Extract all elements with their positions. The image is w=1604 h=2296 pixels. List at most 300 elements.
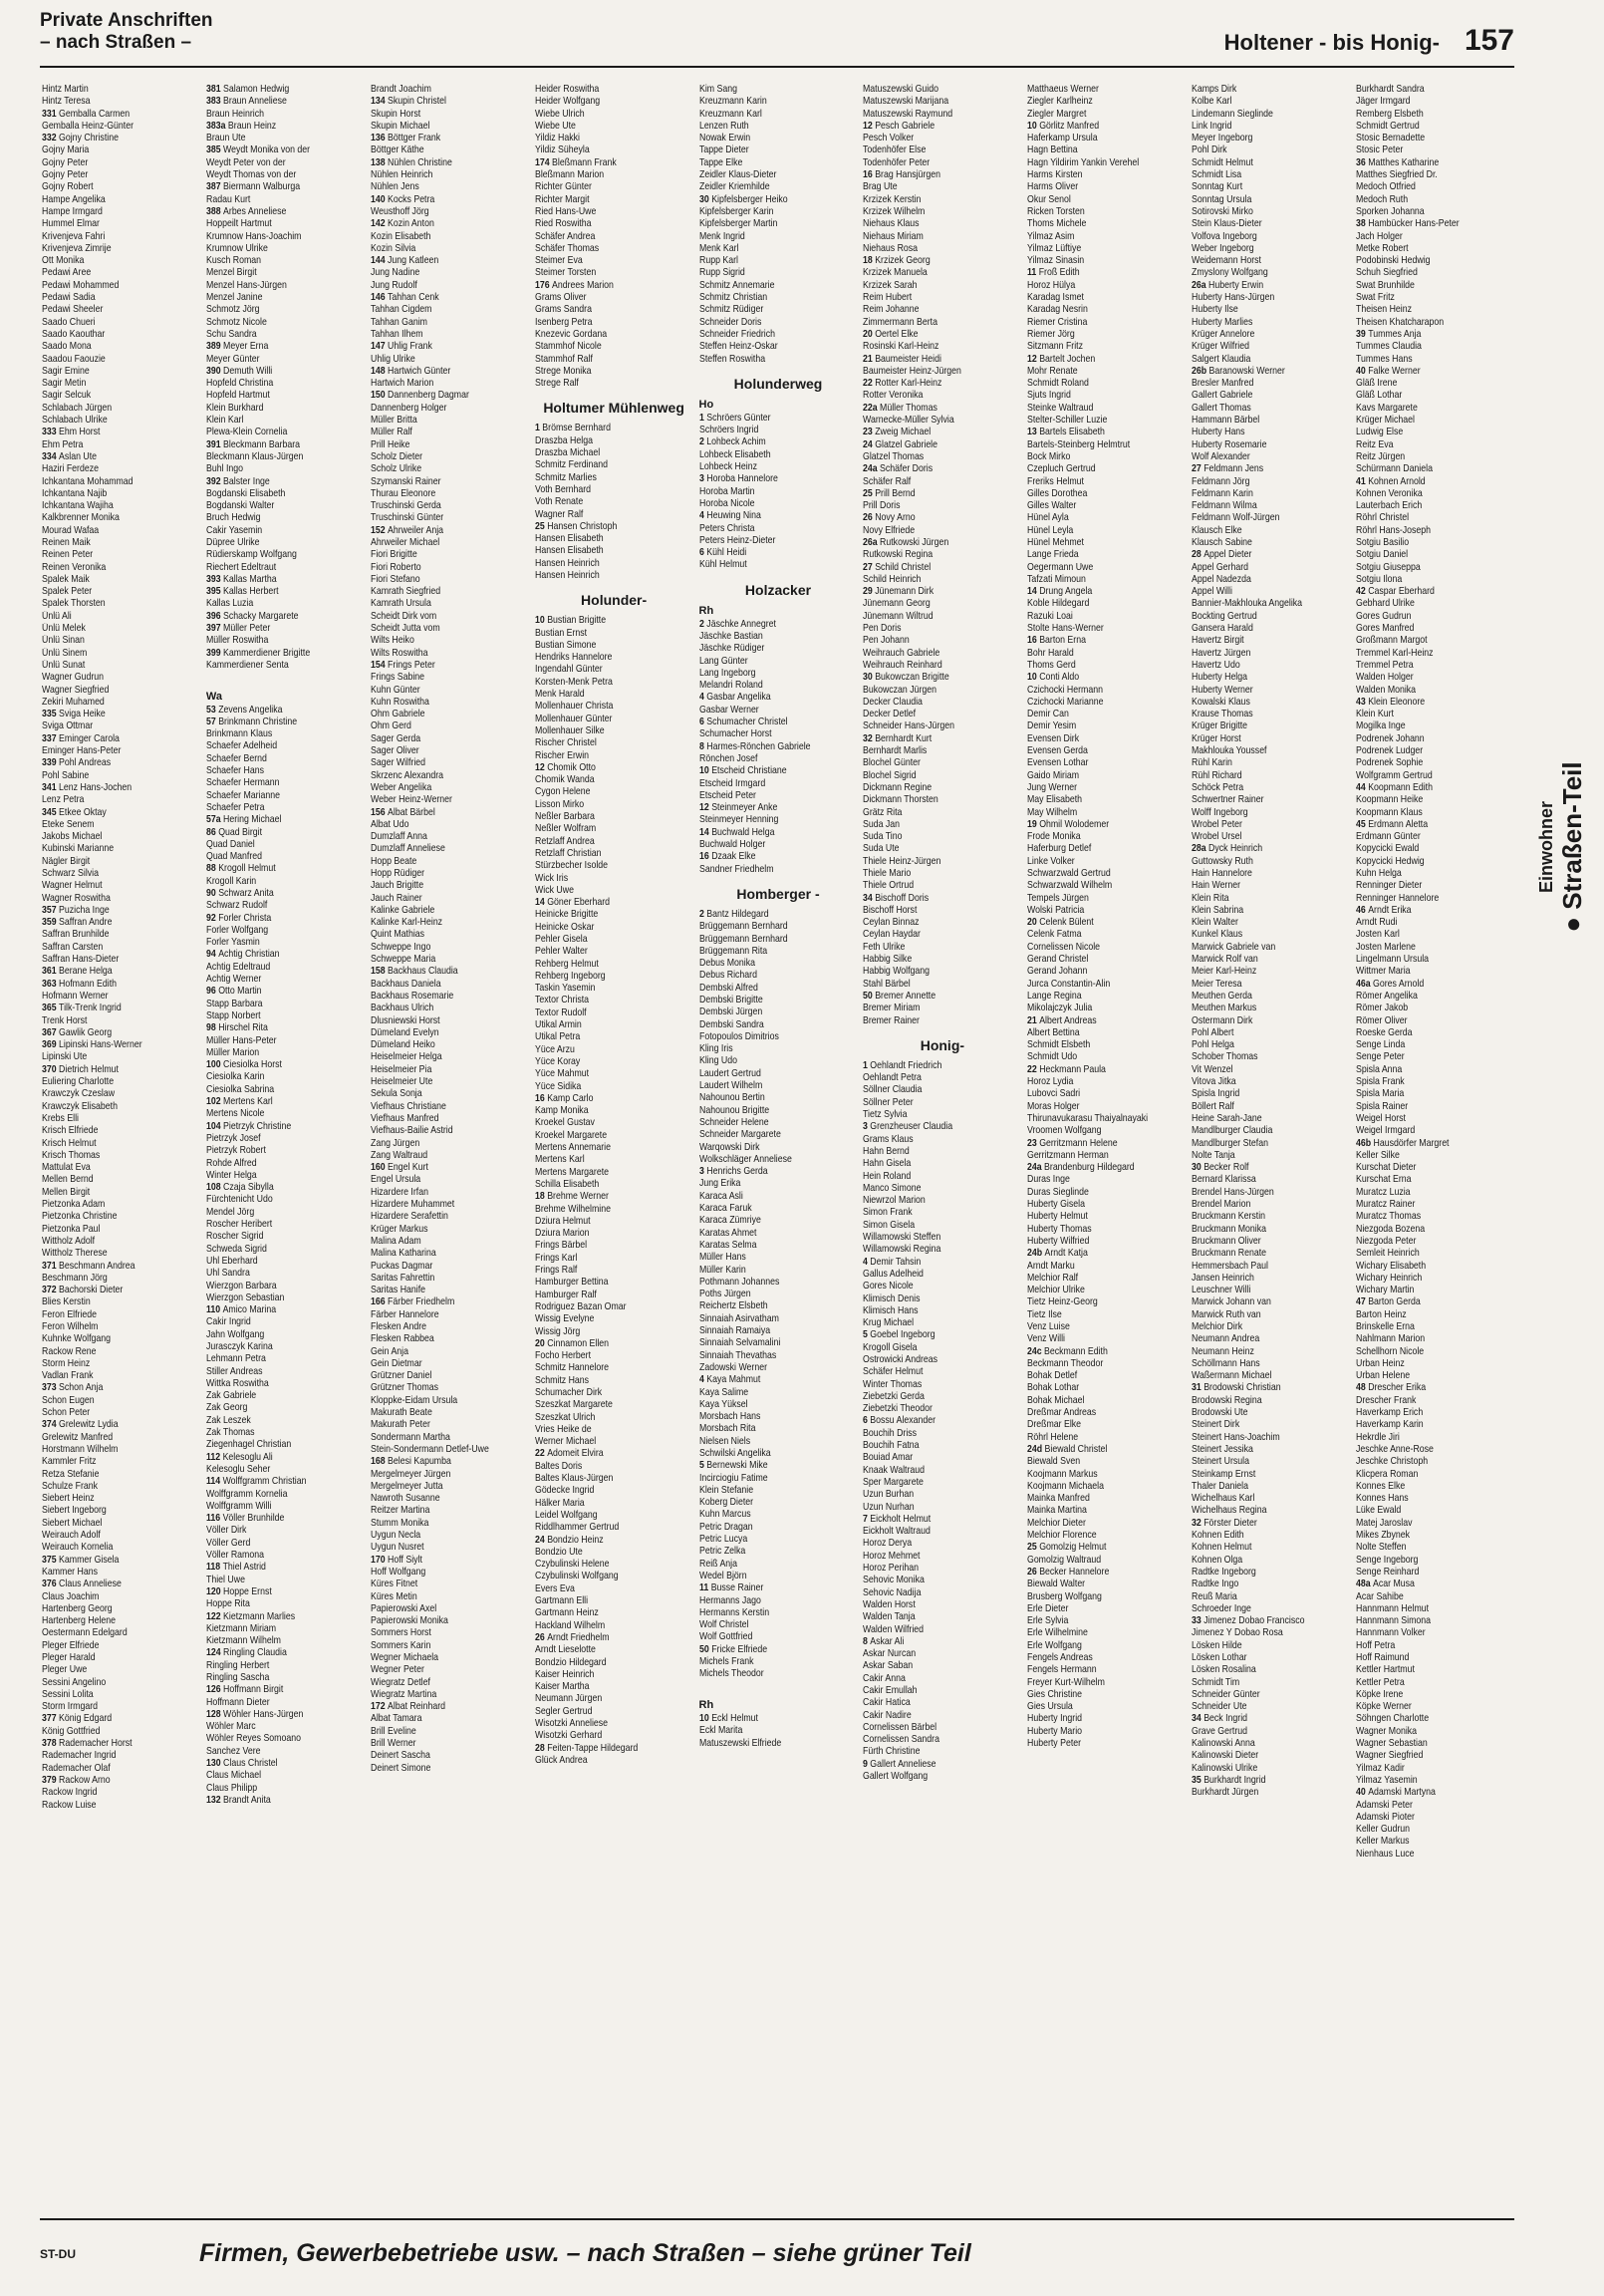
- resident-entry: Klein Rita: [1192, 892, 1229, 904]
- resident-entry: Lohbeck Elisabeth: [698, 448, 771, 460]
- resident-entry: Makurath Peter: [370, 1419, 430, 1431]
- resident-entry: Schumacher Dirk: [534, 1386, 602, 1398]
- resident-entry: Walden Tanja: [863, 1611, 917, 1623]
- resident-entry: Pohl Albert: [1192, 1026, 1234, 1038]
- resident-entry: Gojny Robert: [42, 181, 94, 193]
- resident-entry: 24d Biewald Christel: [1027, 1443, 1108, 1455]
- resident-entry: Incirciogiu Fatime: [698, 1472, 768, 1484]
- resident-entry: Radtke Ingeborg: [1192, 1566, 1257, 1578]
- resident-entry: Schlabach Jürgen: [42, 402, 113, 414]
- resident-entry: Horoz Perihan: [863, 1563, 920, 1575]
- resident-entry: Jäschke Bastian: [698, 630, 763, 642]
- resident-entry: Niehaus Klaus: [863, 218, 920, 230]
- resident-entry: Müller Marion: [205, 1046, 259, 1058]
- resident-entry: Ziegler Karlheinz: [1027, 96, 1094, 108]
- resident-entry: Brodowski Regina: [1192, 1394, 1262, 1406]
- resident-entry: Uhl Eberhard: [205, 1255, 258, 1267]
- resident-entry: Huberty Ingrid: [1027, 1713, 1083, 1725]
- resident-entry: Venz Luise: [1027, 1320, 1071, 1332]
- resident-entry: Freriks Helmut: [1027, 475, 1085, 487]
- resident-entry: Renninger Hannelore: [1356, 892, 1440, 904]
- resident-entry: Kreuzmann Karin: [698, 96, 767, 108]
- resident-entry: Schmitz Marlies: [534, 471, 597, 483]
- resident-entry: Forler Wolfgang: [205, 924, 269, 936]
- resident-entry: Huberty Mario: [1027, 1725, 1083, 1737]
- resident-entry: Reuß Maria: [1192, 1590, 1237, 1602]
- resident-entry: Hahn Bernd: [863, 1145, 911, 1157]
- resident-entry: Ciesiolka Karin: [205, 1071, 265, 1083]
- resident-entry: Menk Ingrid: [698, 230, 745, 242]
- resident-entry: Mogilka Inge: [1356, 720, 1406, 732]
- resident-entry: 48 Drescher Erika: [1356, 1382, 1427, 1394]
- resident-entry: 156 Albat Bärbel: [370, 806, 435, 818]
- resident-entry: Schmidt Elsbeth: [1027, 1039, 1091, 1051]
- resident-entry: Wegner Peter: [370, 1664, 424, 1676]
- resident-entry: Thoms Gerd: [1027, 659, 1077, 671]
- resident-entry: 16 Kamp Carlo: [534, 1092, 594, 1104]
- resident-entry: Schmitz Hans: [534, 1374, 589, 1386]
- resident-entry: Karatas Selma: [698, 1239, 757, 1251]
- resident-entry: Krüger Annelore: [1192, 328, 1255, 340]
- resident-entry: Schneider Margarete: [698, 1129, 781, 1141]
- resident-entry: Kohnen Helmut: [1192, 1542, 1252, 1554]
- resident-entry: Menzel Janine: [205, 292, 263, 304]
- resident-entry: Hampe Irmgard: [42, 205, 103, 217]
- footer-rule: [40, 2218, 1514, 2220]
- resident-entry: Winter Helga: [205, 1169, 257, 1181]
- resident-entry: Sehovic Monika: [863, 1575, 926, 1586]
- resident-entry: Melchior Ralf: [1027, 1272, 1079, 1284]
- resident-entry: Kipfelsberger Karin: [698, 205, 774, 217]
- resident-entry: 383 Braun Anneliese: [205, 96, 287, 108]
- resident-entry: Hoff Petra: [1356, 1639, 1396, 1651]
- resident-entry: Evers Eva: [534, 1582, 575, 1594]
- resident-entry: Riddlhammer Gertrud: [534, 1522, 619, 1534]
- resident-entry: Gein Dietmar: [370, 1357, 422, 1369]
- resident-entry: 8 Askar Ali: [863, 1635, 905, 1647]
- resident-entry: Hannmann Helmut: [1356, 1602, 1430, 1614]
- resident-entry: 4 Gasbar Angelika: [698, 692, 771, 704]
- resident-entry: Theisen Khatcharapon: [1356, 316, 1445, 328]
- resident-entry: Morsbach Hans: [698, 1411, 760, 1423]
- resident-entry: Spisla Frank: [1356, 1076, 1405, 1088]
- resident-entry: Krivenjeva Zimrije: [42, 242, 112, 254]
- resident-entry: Sessini Angelino: [42, 1676, 107, 1688]
- resident-entry: Schon Peter: [42, 1407, 91, 1419]
- resident-entry: Mohr Renate: [1027, 365, 1078, 377]
- resident-entry: Steffen Heinz-Oskar: [698, 341, 778, 353]
- resident-entry: Haziri Ferdeze: [42, 463, 99, 475]
- resident-entry: Morsbach Rita: [698, 1423, 756, 1435]
- resident-entry: Marwick Ruth van: [1192, 1308, 1261, 1320]
- resident-entry: Mellen Birgit: [42, 1186, 91, 1198]
- resident-entry: Steinmeyer Henning: [698, 814, 778, 826]
- resident-entry: Bremer Rainer: [863, 1014, 921, 1026]
- resident-entry: Steinert Jessika: [1192, 1443, 1254, 1455]
- resident-entry: Meuthen Gerda: [1192, 990, 1253, 1002]
- resident-entry: Bohr Harald: [1027, 647, 1075, 659]
- resident-entry: Hain Werner: [1192, 880, 1241, 892]
- resident-entry: Huberty Ilse: [1192, 304, 1238, 316]
- resident-entry: 333 Ehm Horst: [42, 427, 101, 438]
- resident-entry: 370 Dietrich Helmut: [42, 1063, 119, 1075]
- resident-entry: Stolte Hans-Werner: [1027, 623, 1105, 635]
- resident-entry: Bleßmann Marion: [534, 169, 604, 181]
- resident-entry: Waßermann Michael: [1192, 1370, 1272, 1382]
- resident-entry: 28 Feiten-Tappe Hildegard: [534, 1742, 638, 1754]
- side-label-small: Einwohner: [1536, 801, 1556, 894]
- resident-entry: 32 Förster Dieter: [1192, 1517, 1257, 1529]
- resident-entry: 30 Bukowczan Brigitte: [863, 672, 950, 684]
- resident-entry: Michels Theodor: [698, 1668, 764, 1680]
- resident-entry: 147 Uhlig Frank: [370, 341, 432, 353]
- resident-entry: 337 Eminger Carola: [42, 732, 120, 744]
- resident-entry: Quint Mathias: [370, 929, 424, 941]
- resident-entry: Tahhan Cigdem: [370, 304, 432, 316]
- resident-entry: Ichkantana Wajiha: [42, 500, 114, 512]
- directory-column: [1356, 84, 1514, 2206]
- resident-entry: 112 Kelesoglu Ali: [205, 1451, 273, 1463]
- resident-entry: Hermanns Kerstin: [698, 1606, 769, 1618]
- resident-entry: Reitz Jürgen: [1356, 450, 1406, 462]
- resident-entry: Wagner Roswitha: [42, 892, 111, 904]
- resident-entry: Tahhan Ilhem: [370, 328, 423, 340]
- resident-entry: Kozin Elisabeth: [370, 230, 431, 242]
- resident-entry: Etscheid Irmgard: [698, 777, 765, 789]
- resident-entry: 12 Chomik Otto: [534, 761, 596, 773]
- resident-entry: Wisotzki Gerhard: [534, 1730, 602, 1742]
- resident-entry: Adamski Peter: [1356, 1799, 1414, 1811]
- resident-entry: Frings Bärbel: [534, 1240, 587, 1252]
- resident-entry: Sagir Emine: [42, 365, 90, 377]
- resident-entry: Schmidt Roland: [1027, 378, 1090, 390]
- resident-entry: Kaiser Martha: [534, 1681, 590, 1693]
- resident-entry: Lange Frieda: [1027, 549, 1079, 561]
- resident-entry: Grützner Thomas: [370, 1382, 438, 1394]
- resident-entry: Truschinski Günter: [370, 512, 443, 524]
- resident-entry: 104 Pietrzyk Christine: [205, 1120, 292, 1132]
- resident-entry: 392 Balster Inge: [205, 475, 270, 487]
- resident-entry: 365 Tilk-Trenk Ingrid: [42, 1003, 122, 1014]
- resident-entry: 339 Pohl Andreas: [42, 757, 112, 769]
- resident-entry: Appel Willi: [1192, 586, 1233, 598]
- resident-entry: Hopfeld Christina: [205, 378, 274, 390]
- resident-entry: Krawczyk Elisabeth: [42, 1100, 118, 1112]
- resident-entry: Bartels-Steinberg Helmtrut: [1027, 438, 1131, 450]
- resident-entry: Saritas Hanife: [370, 1285, 425, 1296]
- resident-entry: Fiori Roberto: [370, 561, 421, 573]
- resident-entry: Uzun Nurhan: [863, 1501, 916, 1513]
- resident-entry: Schaefer Hermann: [205, 777, 280, 789]
- resident-entry: Medoch Otfried: [1356, 181, 1417, 193]
- resident-entry: Kalkbrenner Monika: [42, 512, 120, 524]
- resident-entry: Cakir Yasemin: [205, 524, 263, 536]
- resident-entry: Krause Thomas: [1192, 709, 1253, 720]
- resident-entry: 146 Tahhan Cenk: [370, 292, 439, 304]
- resident-entry: Leuschner Willi: [1192, 1285, 1251, 1296]
- resident-entry: Rosinski Karl-Heinz: [863, 341, 939, 353]
- district-code: Wa: [205, 690, 222, 703]
- resident-entry: Dziura Helmut: [534, 1215, 591, 1227]
- resident-entry: Wilts Roswitha: [370, 647, 428, 659]
- resident-entry: Nienhaus Luce: [1356, 1848, 1415, 1860]
- resident-entry: 130 Claus Christel: [205, 1758, 278, 1770]
- resident-entry: Quad Manfred: [205, 851, 262, 863]
- resident-entry: Kalinowski Ulrike: [1192, 1762, 1258, 1774]
- resident-entry: Mertens Karl: [534, 1154, 585, 1166]
- resident-entry: Sonntag Kurt: [1192, 181, 1243, 193]
- resident-entry: 26 Becker Hannelore: [1027, 1566, 1110, 1578]
- resident-entry: Niezgoda Bozena: [1356, 1223, 1426, 1235]
- side-label: [1536, 718, 1596, 977]
- resident-entry: Todenhöfer Else: [863, 144, 927, 156]
- resident-entry: Neumann Andrea: [1192, 1333, 1260, 1345]
- resident-entry: Färber Hannelore: [370, 1308, 439, 1320]
- side-label-big: ● Straßen-Teil: [1557, 761, 1587, 933]
- resident-entry: Appel Nadezda: [1192, 573, 1252, 585]
- resident-entry: Flesken Andre: [370, 1320, 426, 1332]
- resident-entry: Nühlen Jens: [370, 181, 419, 193]
- resident-entry: Söllner Peter: [863, 1096, 915, 1108]
- resident-entry: Linke Volker: [1027, 855, 1076, 867]
- resident-entry: Thurau Eleonore: [370, 487, 436, 499]
- resident-entry: 26b Baranowski Werner: [1192, 365, 1286, 377]
- resident-entry: Matthaeus Werner: [1027, 84, 1100, 95]
- resident-entry: Koberg Dieter: [698, 1497, 753, 1509]
- resident-entry: Pietzonka Paul: [42, 1223, 101, 1235]
- resident-entry: Draszba Michael: [534, 447, 600, 459]
- resident-entry: Hamburger Ralf: [534, 1289, 597, 1300]
- resident-entry: König Gottfried: [42, 1725, 101, 1737]
- resident-entry: Spisla Maria: [1356, 1088, 1405, 1100]
- resident-entry: Römer Oliver: [1356, 1014, 1408, 1026]
- resident-entry: Müller Hans: [698, 1252, 746, 1264]
- resident-entry: Kettler Hartmut: [1356, 1664, 1416, 1676]
- resident-entry: 46a Gores Arnold: [1356, 978, 1425, 990]
- resident-entry: Keller Silke: [1356, 1149, 1400, 1161]
- resident-entry: Sondermann Martha: [370, 1431, 450, 1443]
- resident-entry: Askar Nurcan: [863, 1648, 917, 1660]
- resident-entry: Krzizek Sarah: [863, 279, 918, 291]
- resident-entry: 28 Appel Dieter: [1192, 549, 1252, 561]
- resident-entry: Jahn Wolfgang: [205, 1328, 265, 1340]
- resident-entry: 331 Gemballa Carmen: [42, 108, 131, 120]
- resident-entry: Bondzio Hildegard: [534, 1656, 607, 1668]
- resident-entry: Blies Kerstin: [42, 1296, 91, 1308]
- resident-entry: Wiegratz Detlef: [370, 1676, 430, 1688]
- resident-entry: Vitova Jitka: [1192, 1076, 1236, 1088]
- resident-entry: Neßler Wolfram: [534, 823, 596, 835]
- resident-entry: Schaefer Hans: [205, 765, 264, 777]
- resident-entry: Pehler Walter: [534, 946, 588, 958]
- resident-entry: Meyer Günter: [205, 353, 260, 365]
- resident-entry: Rühl Karin: [1192, 757, 1233, 769]
- resident-entry: Pesch Volker: [863, 133, 915, 144]
- resident-entry: Wagner Siegfried: [1356, 1750, 1424, 1762]
- resident-entry: Matthes Siegfried Dr.: [1356, 169, 1438, 181]
- resident-entry: Klimisch Denis: [863, 1292, 921, 1304]
- resident-entry: Schneider Friedrich: [698, 328, 775, 340]
- resident-entry: Heider Wolfgang: [534, 96, 600, 108]
- resident-entry: Vroomen Wolfgang: [1027, 1125, 1102, 1137]
- resident-entry: Peters Christa: [698, 522, 755, 534]
- resident-entry: Scholz Dieter: [370, 450, 422, 462]
- resident-entry: Feron Elfriede: [42, 1308, 98, 1320]
- resident-entry: Saado Kaouthar: [42, 328, 106, 340]
- resident-entry: 3 Grenzheuser Claudia: [863, 1121, 953, 1133]
- resident-entry: Dannenberg Holger: [370, 402, 447, 414]
- resident-entry: Steinert Hans-Joachim: [1192, 1431, 1280, 1443]
- resident-entry: Pohl Dirk: [1192, 144, 1227, 156]
- resident-entry: Rupp Sigrid: [698, 267, 745, 279]
- resident-entry: Sanchez Vere: [205, 1745, 261, 1757]
- resident-entry: Gores Nicole: [863, 1281, 915, 1292]
- resident-entry: Strege Ralf: [534, 378, 579, 390]
- directory-column: [1192, 84, 1350, 2206]
- resident-entry: Sager Wilfried: [370, 757, 425, 769]
- resident-entry: Chomik Wanda: [534, 774, 595, 786]
- resident-entry: Hein Roland: [863, 1170, 912, 1182]
- resident-entry: Schürmann Daniela: [1356, 463, 1434, 475]
- resident-entry: 16 Dzaak Elke: [698, 851, 756, 863]
- resident-entry: Gansera Harald: [1192, 623, 1254, 635]
- resident-entry: Dembski Sandra: [698, 1018, 764, 1030]
- resident-entry: 152 Ahrweiler Anja: [370, 524, 443, 536]
- resident-entry: Jünemann Georg: [863, 598, 932, 610]
- resident-entry: Thiele Ortrud: [863, 880, 915, 892]
- resident-entry: Wichelhaus Karl: [1192, 1493, 1255, 1505]
- resident-entry: Wichary Heinrich: [1356, 1272, 1423, 1284]
- resident-entry: 158 Backhaus Claudia: [370, 966, 458, 978]
- resident-entry: 2 Bantz Hildegard: [698, 908, 769, 920]
- resident-entry: Saadou Faouzie: [42, 353, 106, 365]
- resident-entry: 10 Bustian Brigitte: [534, 615, 606, 627]
- resident-entry: Uygun Nusret: [370, 1542, 424, 1554]
- resident-entry: Jäger Irmgard: [1356, 96, 1411, 108]
- resident-entry: Bouchih Driss: [863, 1427, 918, 1439]
- resident-entry: Sinnaiah Thevathas: [698, 1349, 776, 1361]
- resident-entry: Wichary Martin: [1356, 1285, 1415, 1296]
- resident-entry: Utikal Armin: [534, 1019, 582, 1031]
- resident-entry: Arndt Lieselotte: [534, 1644, 596, 1656]
- resident-entry: Zimmermann Berta: [863, 316, 938, 328]
- resident-entry: Stosic Peter: [1356, 144, 1404, 156]
- resident-entry: Heiselmeier Helga: [370, 1051, 442, 1063]
- resident-entry: Jung Rudolf: [370, 279, 417, 291]
- resident-entry: Wagner Sebastian: [1356, 1738, 1428, 1750]
- resident-entry: Volfova Ingeborg: [1192, 230, 1257, 242]
- resident-entry: Rademacher Olaf: [42, 1762, 111, 1774]
- resident-entry: Sotirovski Mirko: [1192, 205, 1254, 217]
- resident-entry: Hansen Elisabeth: [534, 533, 604, 545]
- resident-entry: Matuszewski Raymund: [863, 108, 953, 120]
- resident-entry: Stelter-Schiller Luzie: [1027, 415, 1108, 427]
- resident-entry: Sager Gerda: [370, 732, 420, 744]
- resident-entry: 21 Baumeister Heidi: [863, 353, 942, 365]
- resident-entry: Sekula Sonja: [370, 1088, 422, 1100]
- resident-entry: Lange Regina: [1027, 990, 1082, 1002]
- resident-entry: 11 Busse Rainer: [698, 1582, 763, 1594]
- resident-entry: Kopycicki Hedwig: [1356, 855, 1425, 867]
- resident-entry: Suda Jan: [863, 818, 901, 830]
- resident-entry: Schöllmann Hans: [1192, 1357, 1260, 1369]
- resident-entry: Havertz Jürgen: [1192, 647, 1251, 659]
- resident-entry: Gartmann Elli: [534, 1595, 588, 1607]
- directory-column: [863, 84, 1021, 2206]
- resident-entry: Niewrzol Marion: [863, 1195, 927, 1207]
- resident-entry: 334 Aslan Ute: [42, 450, 98, 462]
- resident-entry: Korsten-Menk Petra: [534, 676, 613, 688]
- resident-entry: Schmitz Annemarie: [698, 279, 775, 291]
- resident-entry: Havertz Udo: [1192, 659, 1240, 671]
- resident-entry: Vit Wenzel: [1192, 1063, 1233, 1075]
- directory-column: [535, 84, 693, 2206]
- resident-entry: Duras Sieglinde: [1027, 1186, 1090, 1198]
- resident-entry: Röhrl Christel: [1356, 512, 1410, 524]
- resident-entry: Rodriguez Bazan Omar: [534, 1300, 627, 1312]
- resident-entry: Wick Iris: [534, 872, 568, 884]
- resident-entry: Gaido Miriam: [1027, 769, 1080, 781]
- resident-entry: Küres Metin: [370, 1590, 417, 1602]
- resident-entry: Ünlü Sunat: [42, 659, 86, 671]
- resident-entry: Gies Ursula: [1027, 1701, 1074, 1713]
- resident-entry: Medoch Ruth: [1356, 193, 1409, 205]
- resident-entry: 45 Erdmann Aletta: [1356, 818, 1429, 830]
- resident-entry: Weirauch Adolf: [42, 1530, 101, 1542]
- resident-entry: Werner Michael: [534, 1436, 596, 1448]
- resident-entry: Klein Sabrina: [1192, 904, 1244, 916]
- street-heading: Holunderweg: [733, 375, 823, 392]
- resident-entry: Völler Dirk: [205, 1525, 247, 1537]
- resident-entry: 379 Rackow Arno: [42, 1774, 111, 1786]
- resident-entry: Brüggemann Rita: [698, 945, 767, 957]
- resident-entry: Frings Ralf: [534, 1265, 578, 1277]
- resident-entry: Baltes Doris: [534, 1460, 582, 1472]
- resident-entry: Müller Britta: [370, 415, 417, 427]
- resident-entry: Marwick Gabriele van: [1192, 941, 1276, 953]
- resident-entry: Reitzer Martina: [370, 1505, 430, 1517]
- resident-entry: Gemballa Heinz-Günter: [42, 120, 134, 132]
- resident-entry: Pothmann Johannes: [698, 1276, 779, 1288]
- resident-entry: Schmotz Nicole: [205, 316, 267, 328]
- resident-entry: Rohde Alfred: [205, 1157, 257, 1169]
- resident-entry: 10 Etscheid Christiane: [698, 765, 787, 777]
- resident-entry: Grätz Rita: [863, 806, 903, 818]
- resident-entry: Wagner Ralf: [534, 508, 584, 520]
- resident-entry: 86 Quad Birgit: [205, 826, 262, 838]
- resident-entry: Huberty Helga: [1192, 672, 1248, 684]
- resident-entry: 12 Pesch Gabriele: [863, 120, 936, 132]
- resident-entry: 40 Falke Werner: [1356, 365, 1421, 377]
- resident-entry: 12 Bartelt Jochen: [1027, 353, 1096, 365]
- resident-entry: Rackow Ingrid: [42, 1787, 98, 1799]
- resident-entry: Steinert Dirk: [1192, 1419, 1240, 1431]
- resident-entry: Völler Gerd: [205, 1537, 251, 1549]
- header-title-line1: Private Anschriften: [40, 10, 213, 31]
- resident-entry: Ohm Gabriele: [370, 709, 425, 720]
- resident-entry: Lingelmann Ursula: [1356, 954, 1430, 966]
- resident-entry: Küres Fitnet: [370, 1578, 418, 1590]
- resident-entry: Renninger Dieter: [1356, 880, 1423, 892]
- resident-entry: Schilla Elisabeth: [534, 1178, 599, 1190]
- resident-entry: Brag Ute: [863, 181, 899, 193]
- resident-entry: Krogoll Karin: [205, 875, 257, 887]
- resident-entry: Steimer Torsten: [534, 267, 596, 279]
- resident-entry: Wittholz Therese: [42, 1248, 108, 1260]
- resident-entry: Erdmann Günter: [1356, 831, 1421, 843]
- resident-entry: Albat Tamara: [370, 1713, 422, 1725]
- resident-entry: Jeschke Christoph: [1356, 1456, 1429, 1468]
